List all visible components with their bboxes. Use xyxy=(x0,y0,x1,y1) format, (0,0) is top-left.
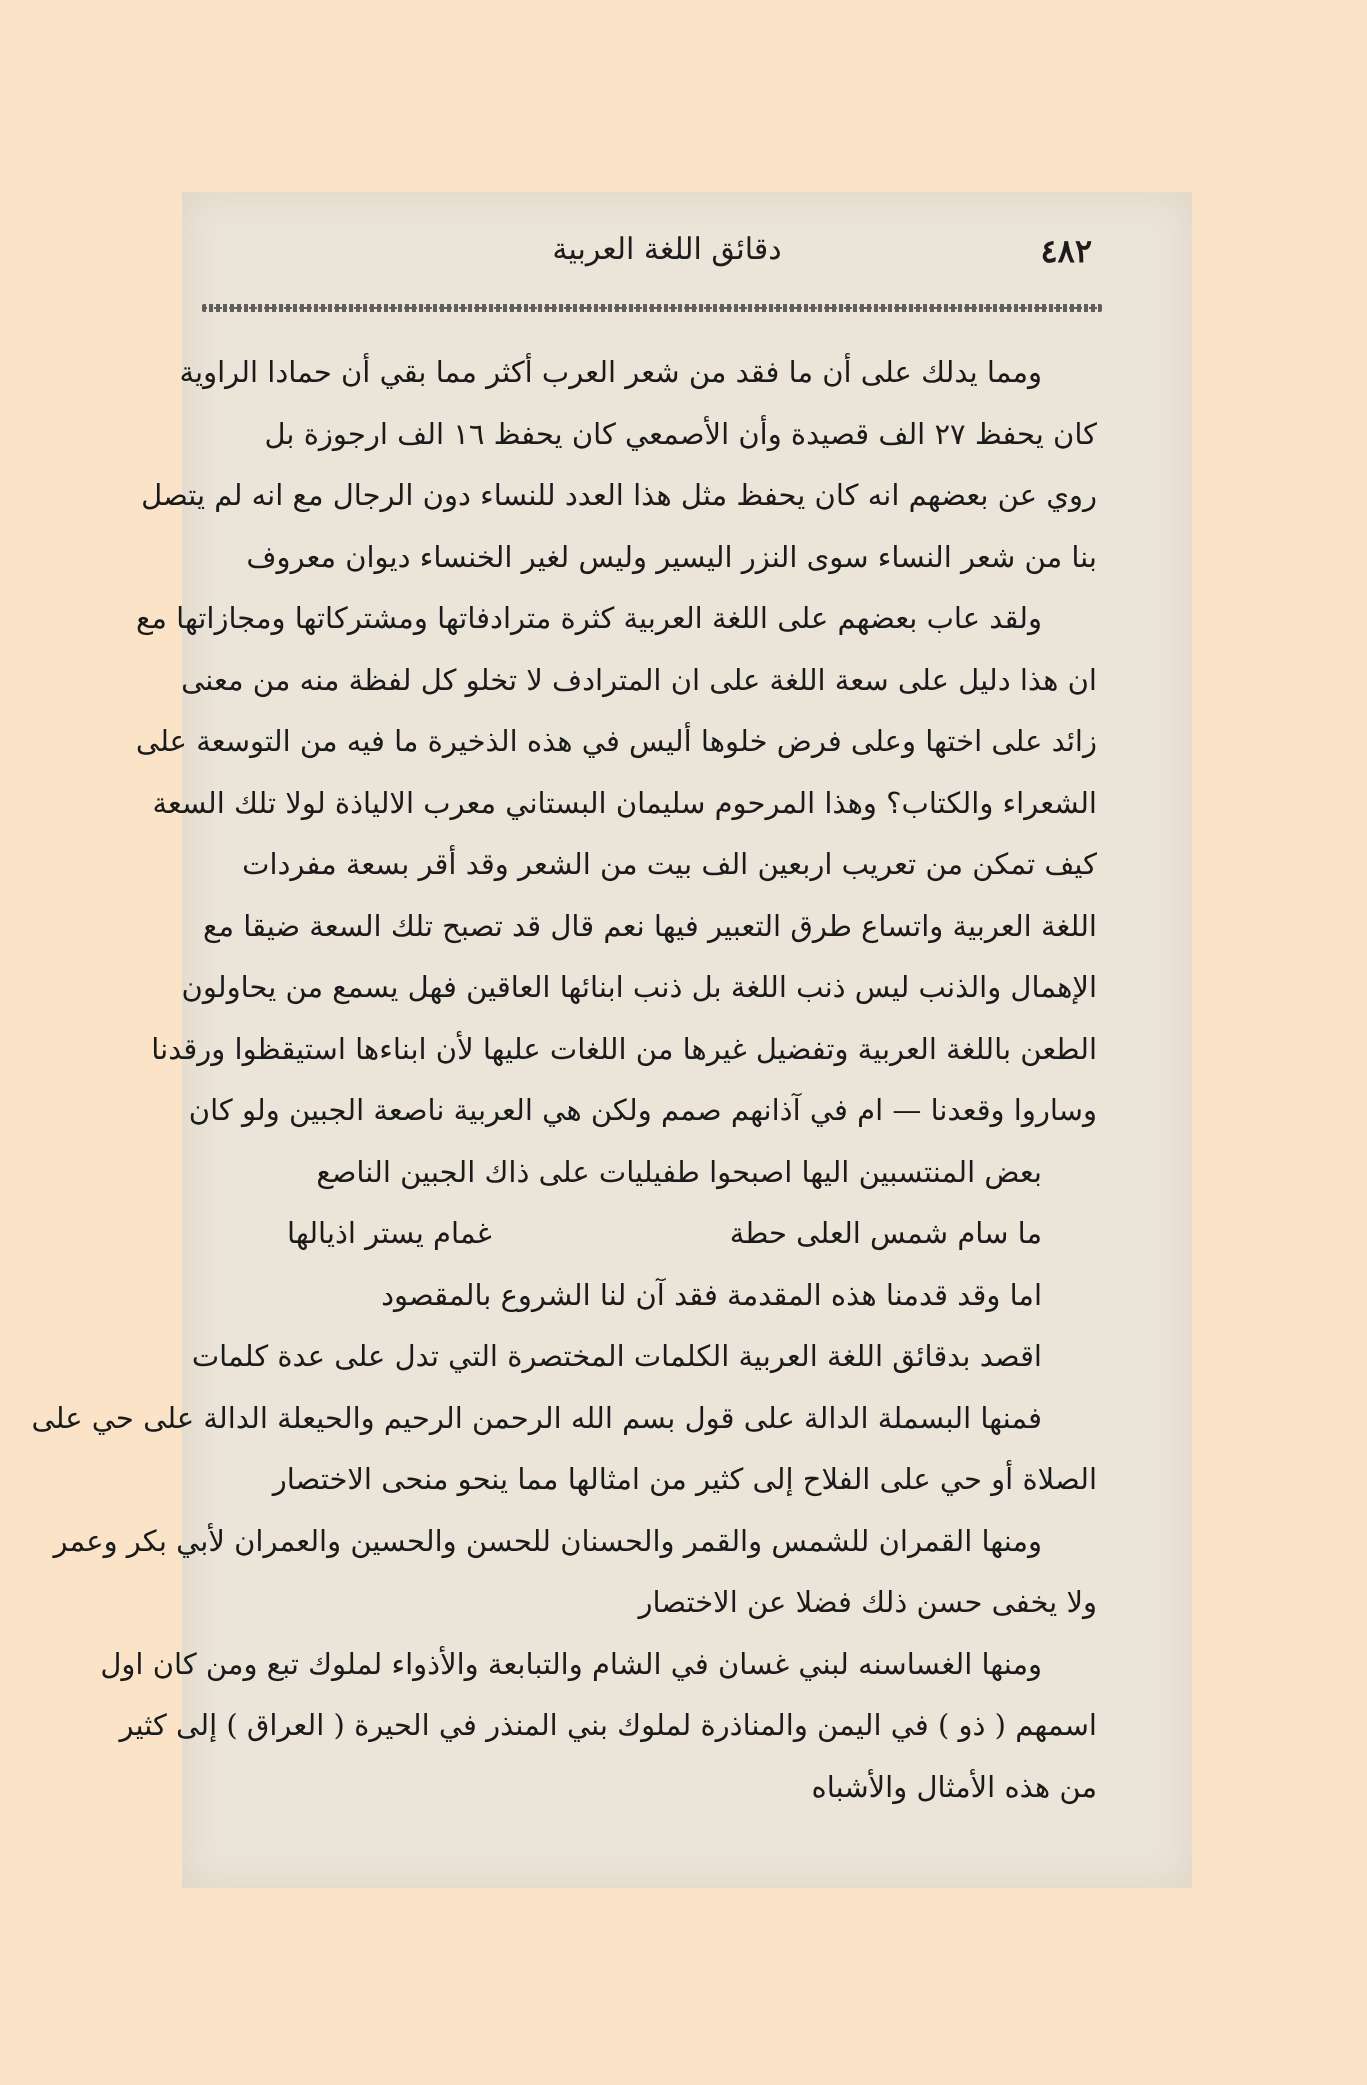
header-rule xyxy=(202,304,1102,312)
book-page xyxy=(31,192,1192,1888)
text-line: من هذه الأمثال والأشباه xyxy=(811,1769,1097,1804)
text-line: وساروا وقعدنا — ام في آذانهم صمم ولكن هي العربية ناصعة الجبين ولو كان xyxy=(188,1093,1097,1127)
text-line: روي عن بعضهم انه كان يحفظ مثل هذا العدد للنساء دون الرجال مع انه لم يتصل xyxy=(141,478,1097,512)
text-line: ومنها الغساسنه لبني غسان في الشام والتبابعة والأذواء لملوك تبع ومن كان اول xyxy=(100,1646,1042,1681)
page-number: ٤٨٢ xyxy=(1040,232,1092,270)
text-line: اسمهم ( ذو ) في اليمن والمناذرة لملوك بني المنذر في الحيرة ( العراق ) إلى كثير xyxy=(119,1708,1097,1742)
text-line: ومما يدلك على أن ما فقد من شعر العرب أكثر مما بقي أن حمادا الراوية xyxy=(179,355,1042,389)
text-line: ان هذا دليل على سعة اللغة على ان المترادف لا تخلو كل لفظة منه من معنى xyxy=(181,662,1097,697)
text-line: ومنها القمران للشمس والقمر والحسنان للحسن والحسين والعمران لأبي بكر وعمر xyxy=(53,1523,1042,1558)
text-line: الإهمال والذنب ليس ذنب اللغة بل ذنب ابنائها العاقين فهل يسمع من يحاولون xyxy=(181,970,1097,1004)
verse-hemistich: ما سام شمس العلى حطة xyxy=(729,1216,1042,1250)
text-line: فمنها البسملة الدالة على قول بسم الله الرحمن الرحيم والحيعلة الدالة على حي على xyxy=(31,1400,1042,1435)
poetry-verse xyxy=(207,1203,1097,1265)
page-header xyxy=(182,232,1192,292)
text-line: اللغة العربية واتساع طرق التعبير فيها نعم قال قد تصبح تلك السعة ضيقا مع xyxy=(203,908,1097,943)
body-text xyxy=(31,342,1097,1818)
verse-hemistich: غمام يستر اذيالها xyxy=(287,1216,492,1250)
text-line: كان يحفظ ٢٧ الف قصيدة وأن الأصمعي كان يحفظ ١٦ الف ارجوزة بل xyxy=(264,416,1097,451)
text-line: الطعن باللغة العربية وتفضيل غيرها من اللغات عليها لأن ابناءها استيقظوا ورقدنا xyxy=(151,1031,1097,1066)
text-line: ولقد عاب بعضهم على اللغة العربية كثرة مترادفاتها ومشتركاتها ومجازاتها مع xyxy=(135,601,1042,635)
text-line: اقصد بدقائق اللغة العربية الكلمات المختصرة التي تدل على عدة كلمات xyxy=(191,1339,1042,1373)
text-line: بعض المنتسبين اليها اصبحوا طفيليات على ذاك الجبين الناصع xyxy=(316,1154,1042,1189)
text-line: الشعراء والكتاب؟ وهذا المرحوم سليمان البستاني معرب الالياذة لولا تلك السعة xyxy=(152,785,1097,820)
text-line: كيف تمكن من تعريب اربعين الف بيت من الشعر وقد أقر بسعة مفردات xyxy=(242,847,1097,881)
running-title: دقائق اللغة العربية xyxy=(552,232,782,267)
text-line: بنا من شعر النساء سوى النزر اليسير وليس لغير الخنساء ديوان معروف xyxy=(246,539,1097,574)
text-line: زائد على اختها وعلى فرض خلوها أليس في هذه الذخيرة ما فيه من التوسعة على xyxy=(135,724,1097,758)
text-line: الصلاة أو حي على الفلاح إلى كثير من امثالها مما ينحو منحى الاختصار xyxy=(272,1462,1097,1496)
text-line: اما وقد قدمنا هذه المقدمة فقد آن لنا الشروع بالمقصود xyxy=(381,1277,1042,1312)
text-line: ولا يخفى حسن ذلك فضلا عن الاختصار xyxy=(638,1585,1097,1619)
